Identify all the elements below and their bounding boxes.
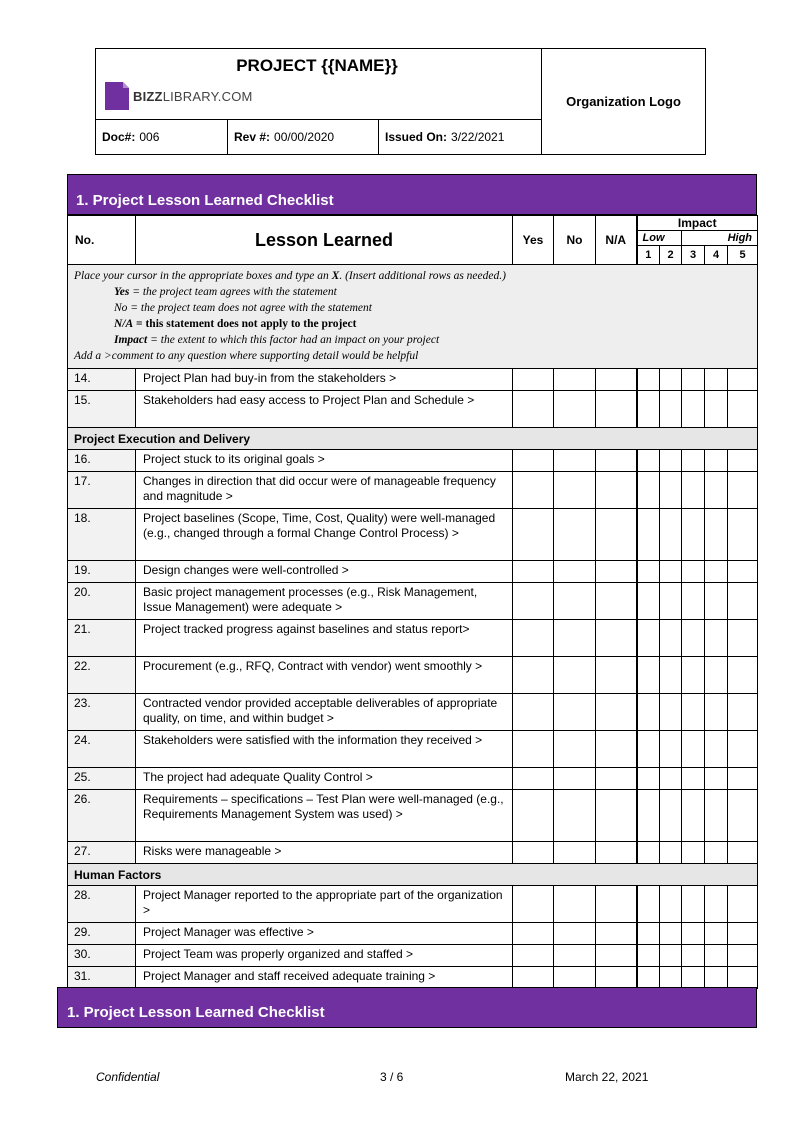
na-answer-cell[interactable] bbox=[596, 561, 637, 583]
impact-1-cell[interactable] bbox=[637, 509, 660, 561]
impact-3-cell[interactable] bbox=[682, 967, 705, 989]
yes-answer-cell[interactable] bbox=[513, 472, 554, 509]
yes-answer-cell[interactable] bbox=[513, 731, 554, 768]
impact-5-cell[interactable] bbox=[728, 561, 758, 583]
yes-answer-cell[interactable] bbox=[513, 561, 554, 583]
impact-1-cell[interactable] bbox=[637, 694, 660, 731]
impact-2-cell[interactable] bbox=[660, 886, 682, 923]
impact-1-cell[interactable] bbox=[637, 842, 660, 864]
impact-3-cell[interactable] bbox=[682, 790, 705, 842]
checklist-row bbox=[68, 967, 758, 989]
impact-5-cell[interactable] bbox=[728, 391, 758, 428]
yes-answer-cell[interactable] bbox=[513, 694, 554, 731]
impact-5-cell[interactable] bbox=[728, 945, 758, 967]
impact-4-cell[interactable] bbox=[705, 731, 728, 768]
no-answer-cell[interactable] bbox=[554, 583, 596, 620]
impact-3-cell[interactable] bbox=[682, 923, 705, 945]
impact-3-cell[interactable] bbox=[682, 731, 705, 768]
checklist-row bbox=[68, 472, 758, 509]
checklist-row bbox=[68, 369, 758, 391]
impact-2-cell[interactable] bbox=[660, 561, 682, 583]
impact-3-cell[interactable] bbox=[682, 842, 705, 864]
impact-4-cell[interactable] bbox=[705, 768, 728, 790]
yes-answer-cell[interactable] bbox=[513, 886, 554, 923]
doc-number: Doc#: 006 bbox=[96, 120, 228, 154]
impact-2-cell[interactable] bbox=[660, 369, 682, 391]
impact-scale-1: 1 bbox=[637, 246, 660, 265]
impact-3-cell[interactable] bbox=[682, 620, 705, 657]
impact-2-cell[interactable] bbox=[660, 967, 682, 989]
impact-1-cell[interactable] bbox=[637, 923, 660, 945]
no-answer-cell[interactable] bbox=[554, 369, 596, 391]
impact-3-cell[interactable] bbox=[682, 657, 705, 694]
row-number: 29. bbox=[68, 923, 136, 945]
lesson-statement: Design changes were well-controlled > bbox=[136, 561, 513, 583]
yes-answer-cell[interactable] bbox=[513, 768, 554, 790]
impact-4-cell[interactable] bbox=[705, 886, 728, 923]
col-header-no: No. bbox=[68, 216, 136, 265]
impact-2-cell[interactable] bbox=[660, 945, 682, 967]
impact-4-cell[interactable] bbox=[705, 790, 728, 842]
next-page-title-bar: 1. Project Lesson Learned Checklist bbox=[57, 987, 757, 1028]
checklist-title-bar: 1. Project Lesson Learned Checklist bbox=[67, 174, 757, 215]
impact-5-cell[interactable] bbox=[728, 923, 758, 945]
no-answer-cell[interactable] bbox=[554, 657, 596, 694]
row-number: 31. bbox=[68, 967, 136, 989]
impact-3-cell[interactable] bbox=[682, 369, 705, 391]
impact-1-cell[interactable] bbox=[637, 945, 660, 967]
impact-scale-2: 2 bbox=[660, 246, 682, 265]
row-number: 25. bbox=[68, 768, 136, 790]
impact-4-cell[interactable] bbox=[705, 967, 728, 989]
yes-answer-cell[interactable] bbox=[513, 657, 554, 694]
impact-scale-3: 3 bbox=[682, 246, 705, 265]
na-answer-cell[interactable] bbox=[596, 923, 637, 945]
yes-answer-cell[interactable] bbox=[513, 620, 554, 657]
lesson-statement: Stakeholders had easy access to Project Plan and Schedule > bbox=[136, 391, 513, 428]
impact-2-cell[interactable] bbox=[660, 509, 682, 561]
checklist-row bbox=[68, 694, 758, 731]
impact-1-cell[interactable] bbox=[637, 450, 660, 472]
col-header-no-answer: No bbox=[554, 216, 596, 265]
impact-high-label: High bbox=[682, 231, 758, 246]
yes-answer-cell[interactable] bbox=[513, 842, 554, 864]
impact-4-cell[interactable] bbox=[705, 509, 728, 561]
lesson-statement: Changes in direction that did occur were of manageable frequency and magnitude > bbox=[136, 472, 513, 509]
no-answer-cell[interactable] bbox=[554, 967, 596, 989]
impact-2-cell[interactable] bbox=[660, 694, 682, 731]
impact-4-cell[interactable] bbox=[705, 450, 728, 472]
document-header bbox=[95, 48, 706, 155]
impact-5-cell[interactable] bbox=[728, 583, 758, 620]
checklist-row bbox=[68, 923, 758, 945]
brand-logo-text: BIZZLIBRARY.COM bbox=[133, 89, 253, 104]
impact-3-cell[interactable] bbox=[682, 583, 705, 620]
bizzlibrary-logo-icon bbox=[105, 82, 129, 110]
impact-1-cell[interactable] bbox=[637, 886, 660, 923]
checklist-row bbox=[68, 391, 758, 428]
impact-1-cell[interactable] bbox=[637, 768, 660, 790]
yes-answer-cell[interactable] bbox=[513, 923, 554, 945]
row-number: 30. bbox=[68, 945, 136, 967]
no-answer-cell[interactable] bbox=[554, 768, 596, 790]
impact-4-cell[interactable] bbox=[705, 369, 728, 391]
lesson-statement: Project Team was properly organized and staffed > bbox=[136, 945, 513, 967]
impact-4-cell[interactable] bbox=[705, 694, 728, 731]
impact-5-cell[interactable] bbox=[728, 842, 758, 864]
impact-1-cell[interactable] bbox=[637, 369, 660, 391]
impact-5-cell[interactable] bbox=[728, 694, 758, 731]
checklist-row bbox=[68, 731, 758, 768]
instructions-block bbox=[68, 265, 758, 369]
impact-2-cell[interactable] bbox=[660, 768, 682, 790]
impact-3-cell[interactable] bbox=[682, 472, 705, 509]
legend-impact: Impact = the extent to which this factor had an impact on your project bbox=[114, 334, 440, 346]
impact-4-cell[interactable] bbox=[705, 657, 728, 694]
impact-5-cell[interactable] bbox=[728, 450, 758, 472]
impact-5-cell[interactable] bbox=[728, 768, 758, 790]
no-answer-cell[interactable] bbox=[554, 391, 596, 428]
impact-1-cell[interactable] bbox=[637, 657, 660, 694]
row-number: 20. bbox=[68, 583, 136, 620]
impact-scale-5: 5 bbox=[728, 246, 758, 265]
no-answer-cell[interactable] bbox=[554, 561, 596, 583]
lesson-statement: Contracted vendor provided acceptable deliverables of appropriate quality, on time, and within budget > bbox=[136, 694, 513, 731]
lesson-statement: Risks were manageable > bbox=[136, 842, 513, 864]
impact-5-cell[interactable] bbox=[728, 967, 758, 989]
checklist-row bbox=[68, 790, 758, 842]
lesson-statement: Procurement (e.g., RFQ, Contract with vendor) went smoothly > bbox=[136, 657, 513, 694]
impact-5-cell[interactable] bbox=[728, 472, 758, 509]
impact-2-cell[interactable] bbox=[660, 620, 682, 657]
impact-3-cell[interactable] bbox=[682, 561, 705, 583]
checklist-row bbox=[68, 583, 758, 620]
no-answer-cell[interactable] bbox=[554, 842, 596, 864]
checklist-row bbox=[68, 945, 758, 967]
impact-5-cell[interactable] bbox=[728, 790, 758, 842]
na-answer-cell[interactable] bbox=[596, 509, 637, 561]
no-answer-cell[interactable] bbox=[554, 731, 596, 768]
no-answer-cell[interactable] bbox=[554, 945, 596, 967]
impact-3-cell[interactable] bbox=[682, 694, 705, 731]
na-answer-cell[interactable] bbox=[596, 620, 637, 657]
lesson-statement: Project Manager and staff received adequate training > bbox=[136, 967, 513, 989]
no-answer-cell[interactable] bbox=[554, 790, 596, 842]
row-number: 26. bbox=[68, 790, 136, 842]
yes-answer-cell[interactable] bbox=[513, 790, 554, 842]
impact-3-cell[interactable] bbox=[682, 768, 705, 790]
impact-4-cell[interactable] bbox=[705, 583, 728, 620]
impact-2-cell[interactable] bbox=[660, 472, 682, 509]
row-number: 22. bbox=[68, 657, 136, 694]
na-answer-cell[interactable] bbox=[596, 886, 637, 923]
lesson-statement: Project Manager was effective > bbox=[136, 923, 513, 945]
col-header-na: N/A bbox=[596, 216, 637, 265]
impact-5-cell[interactable] bbox=[728, 369, 758, 391]
na-answer-cell[interactable] bbox=[596, 945, 637, 967]
impact-5-cell[interactable] bbox=[728, 620, 758, 657]
na-answer-cell[interactable] bbox=[596, 583, 637, 620]
lesson-statement: Project Manager reported to the appropriate part of the organization > bbox=[136, 886, 513, 923]
na-answer-cell[interactable] bbox=[596, 391, 637, 428]
impact-2-cell[interactable] bbox=[660, 790, 682, 842]
impact-1-cell[interactable] bbox=[637, 583, 660, 620]
legend-yes: Yes = the project team agrees with the statement bbox=[114, 286, 337, 298]
col-header-yes: Yes bbox=[513, 216, 554, 265]
checklist-row bbox=[68, 768, 758, 790]
footer-confidential: Confidential bbox=[96, 1070, 160, 1084]
row-number: 27. bbox=[68, 842, 136, 864]
project-title: PROJECT {{NAME}} bbox=[236, 56, 398, 75]
impact-2-cell[interactable] bbox=[660, 657, 682, 694]
footer-page-number: 3 / 6 bbox=[380, 1070, 404, 1084]
impact-2-cell[interactable] bbox=[660, 842, 682, 864]
row-number: 24. bbox=[68, 731, 136, 768]
impact-1-cell[interactable] bbox=[637, 620, 660, 657]
yes-answer-cell[interactable] bbox=[513, 369, 554, 391]
no-answer-cell[interactable] bbox=[554, 509, 596, 561]
col-header-impact: Impact bbox=[637, 216, 758, 231]
no-answer-cell[interactable] bbox=[554, 694, 596, 731]
impact-5-cell[interactable] bbox=[728, 509, 758, 561]
checklist-row bbox=[68, 620, 758, 657]
na-answer-cell[interactable] bbox=[596, 657, 637, 694]
na-answer-cell[interactable] bbox=[596, 790, 637, 842]
lesson-statement: The project had adequate Quality Control > bbox=[136, 768, 513, 790]
impact-3-cell[interactable] bbox=[682, 886, 705, 923]
na-answer-cell[interactable] bbox=[596, 967, 637, 989]
checklist-row bbox=[68, 561, 758, 583]
impact-3-cell[interactable] bbox=[682, 945, 705, 967]
row-number: 19. bbox=[68, 561, 136, 583]
impact-5-cell[interactable] bbox=[728, 731, 758, 768]
na-answer-cell[interactable] bbox=[596, 369, 637, 391]
checklist-row bbox=[68, 509, 758, 561]
yes-answer-cell[interactable] bbox=[513, 945, 554, 967]
no-answer-cell[interactable] bbox=[554, 450, 596, 472]
yes-answer-cell[interactable] bbox=[513, 450, 554, 472]
section-heading: Human Factors bbox=[68, 864, 758, 886]
lesson-statement: Project Plan had buy-in from the stakeholders > bbox=[136, 369, 513, 391]
col-header-lesson: Lesson Learned bbox=[136, 216, 513, 265]
no-answer-cell[interactable] bbox=[554, 620, 596, 657]
lesson-statement: Project baselines (Scope, Time, Cost, Quality) were well-managed (e.g., changed through a formal Change Control Process) > bbox=[136, 509, 513, 561]
header-title-area bbox=[96, 49, 542, 120]
impact-4-cell[interactable] bbox=[705, 945, 728, 967]
impact-4-cell[interactable] bbox=[705, 561, 728, 583]
row-number: 23. bbox=[68, 694, 136, 731]
impact-3-cell[interactable] bbox=[682, 391, 705, 428]
checklist-row bbox=[68, 842, 758, 864]
yes-answer-cell[interactable] bbox=[513, 967, 554, 989]
instruction-line: Place your cursor in the appropriate boxes and type an X. (Insert additional rows as needed.) bbox=[74, 270, 506, 282]
impact-4-cell[interactable] bbox=[705, 620, 728, 657]
impact-4-cell[interactable] bbox=[705, 923, 728, 945]
no-answer-cell[interactable] bbox=[554, 923, 596, 945]
impact-5-cell[interactable] bbox=[728, 657, 758, 694]
impact-3-cell[interactable] bbox=[682, 509, 705, 561]
impact-3-cell[interactable] bbox=[682, 450, 705, 472]
row-number: 14. bbox=[68, 369, 136, 391]
doc-meta-row bbox=[96, 120, 542, 154]
lesson-statement: Project tracked progress against baselines and status report> bbox=[136, 620, 513, 657]
impact-2-cell[interactable] bbox=[660, 731, 682, 768]
row-number: 28. bbox=[68, 886, 136, 923]
legend-na: N/A = this statement does not apply to the project bbox=[114, 318, 357, 330]
row-number: 18. bbox=[68, 509, 136, 561]
row-number: 21. bbox=[68, 620, 136, 657]
no-answer-cell[interactable] bbox=[554, 472, 596, 509]
checklist-row bbox=[68, 657, 758, 694]
na-answer-cell[interactable] bbox=[596, 694, 637, 731]
row-number: 15. bbox=[68, 391, 136, 428]
impact-1-cell[interactable] bbox=[637, 391, 660, 428]
impact-4-cell[interactable] bbox=[705, 842, 728, 864]
na-answer-cell[interactable] bbox=[596, 768, 637, 790]
lesson-statement: Requirements – specifications – Test Plan were well-managed (e.g., Requirements Management System was used) > bbox=[136, 790, 513, 842]
na-answer-cell[interactable] bbox=[596, 450, 637, 472]
yes-answer-cell[interactable] bbox=[513, 583, 554, 620]
impact-5-cell[interactable] bbox=[728, 886, 758, 923]
impact-1-cell[interactable] bbox=[637, 967, 660, 989]
impact-4-cell[interactable] bbox=[705, 391, 728, 428]
yes-answer-cell[interactable] bbox=[513, 509, 554, 561]
instruction-comment-line: Add a >comment to any question where supporting detail would be helpful bbox=[74, 350, 419, 362]
impact-low-label: Low bbox=[637, 231, 682, 246]
footer-date: March 22, 2021 bbox=[565, 1070, 649, 1084]
impact-2-cell[interactable] bbox=[660, 450, 682, 472]
issued-date: Issued On: 3/22/2021 bbox=[385, 130, 505, 144]
na-answer-cell[interactable] bbox=[596, 842, 637, 864]
checklist-row bbox=[68, 450, 758, 472]
impact-2-cell[interactable] bbox=[660, 583, 682, 620]
na-answer-cell[interactable] bbox=[596, 472, 637, 509]
yes-answer-cell[interactable] bbox=[513, 391, 554, 428]
impact-1-cell[interactable] bbox=[637, 472, 660, 509]
revision-number: Rev #: 00/00/2020 bbox=[228, 120, 379, 154]
organization-logo-placeholder: Organization Logo bbox=[566, 94, 681, 109]
section-heading: Project Execution and Delivery bbox=[68, 428, 758, 450]
impact-2-cell[interactable] bbox=[660, 923, 682, 945]
impact-1-cell[interactable] bbox=[637, 561, 660, 583]
impact-scale-4: 4 bbox=[705, 246, 728, 265]
lesson-statement: Stakeholders were satisfied with the information they received > bbox=[136, 731, 513, 768]
row-number: 16. bbox=[68, 450, 136, 472]
impact-2-cell[interactable] bbox=[660, 391, 682, 428]
row-number: 17. bbox=[68, 472, 136, 509]
impact-4-cell[interactable] bbox=[705, 472, 728, 509]
lesson-statement: Project stuck to its original goals > bbox=[136, 450, 513, 472]
impact-1-cell[interactable] bbox=[637, 731, 660, 768]
impact-1-cell[interactable] bbox=[637, 790, 660, 842]
checklist-row bbox=[68, 886, 758, 923]
lesson-learned-table bbox=[67, 215, 758, 989]
na-answer-cell[interactable] bbox=[596, 731, 637, 768]
lesson-statement: Basic project management processes (e.g., Risk Management, Issue Management) were adequate > bbox=[136, 583, 513, 620]
no-answer-cell[interactable] bbox=[554, 886, 596, 923]
legend-no: No = the project team does not agree with the statement bbox=[114, 302, 372, 314]
